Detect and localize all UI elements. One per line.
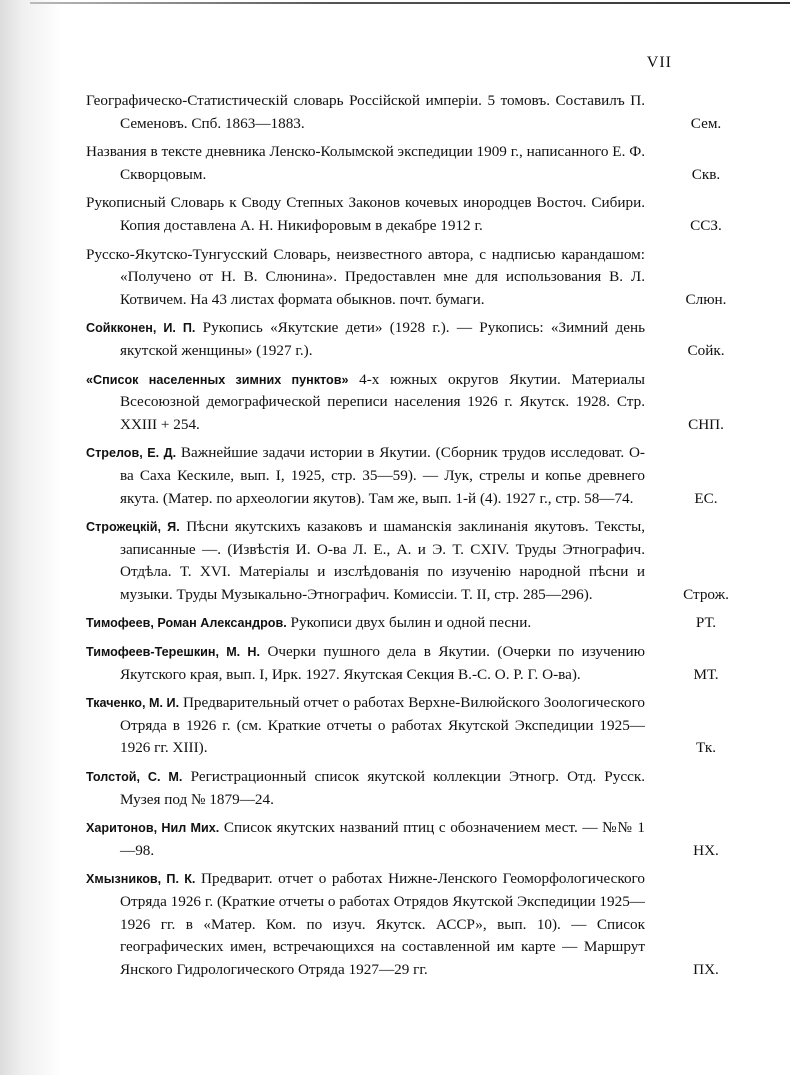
entry-body xyxy=(86,817,645,862)
bibliography-entry xyxy=(86,442,756,510)
entry-abbreviation: Сойк. xyxy=(687,341,725,359)
entry-abbreviation: НХ. xyxy=(693,841,719,859)
entry-abbreviation: Слюн. xyxy=(685,290,727,308)
entry-abbreviation: СНП. xyxy=(688,415,724,433)
entry-abbreviation: МТ. xyxy=(693,665,719,683)
entry-body xyxy=(86,612,645,635)
entry-abbreviation: ЕС. xyxy=(694,489,718,507)
bibliography-entry xyxy=(86,369,756,437)
entry-text: Список якутских названий птиц с обозначением мест. — №№ 1—98. xyxy=(120,819,645,859)
entry-author: Тимофеев, Роман Александров. xyxy=(86,616,287,631)
entry-text: Важнейшие задачи истории в Якутии. (Сборник трудов исследоват. О-ва Саха Кескиле, вып. I, 1925, стр. 35—59). — Лук, стрелы и копье древнего якута. (Матер. по археологии якутов). Там же, вып. 1-й (4). 1927 г., стр. 58—74. xyxy=(120,444,645,507)
entry-body xyxy=(86,766,645,811)
bibliography-entry xyxy=(86,192,756,237)
entry-text: 4-х южных округов Якутии. Материалы Всесоюзной демографической переписи населения 1926 г. Якутск. 1928. Стр. XXIII + 254. xyxy=(120,370,645,433)
entry-text: Русско-Якутско-Тунгусский Словарь, неизвестного автора, с надписью карандашом: «Получено от Н. В. Слюнина». Предоставлен мне для использования В. Л. Котвичем. На 43 листах формата обыкнов. почт. бумаги. xyxy=(86,245,645,308)
entry-body xyxy=(86,692,645,760)
entry-body xyxy=(86,369,645,437)
entry-body xyxy=(86,141,645,186)
entry-body xyxy=(86,868,645,981)
bibliography-entry xyxy=(86,317,756,362)
bibliography-entry xyxy=(86,612,756,635)
entry-text: Пѣсни якутскихъ казаковъ и шаманскія заклинанія якутовъ. Тексты, записанные —. (Извѣстія И. О-ва Л. Е., А. и Э. Т. CXIV. Труды Этнографич. Отдѣла. Т. XVI. Матеріалы и изслѣдованія по изученію народной пѣсни и музыки. Труды Музыкально-Этнографич. Комиссіи. Т. II, стр. 285—296). xyxy=(120,518,645,603)
entry-text: Названия в тексте дневника Ленско-Колымской экспедиции 1909 г., написанного Е. Ф. Скворцовым. xyxy=(86,143,645,183)
entry-body xyxy=(86,90,645,135)
bibliography-entry xyxy=(86,90,756,135)
bibliography-entry xyxy=(86,244,756,312)
entry-text: Предварительный отчет о работах Верхне-Вилюйского Зоологического Отряда в 1926 г. (см. Краткие отчеты о работах Якутской Экспедиции 1925—1926 гг. XIII). xyxy=(120,694,646,757)
entry-text: Географическо-Статистическій словарь Россійской имперіи. 5 томовъ. Составилъ П. Семеновъ. Спб. 1863—1883. xyxy=(86,92,645,132)
entry-body xyxy=(86,317,645,362)
bibliography-entry xyxy=(86,766,756,811)
entry-abbreviation: ССЗ. xyxy=(690,216,722,234)
bibliography-entry xyxy=(86,516,756,606)
entry-body xyxy=(86,516,645,606)
entry-author: Стрелов, Е. Д. xyxy=(86,446,177,461)
entry-body xyxy=(86,641,645,686)
entry-abbreviation: РТ. xyxy=(695,614,717,632)
page-number: VII xyxy=(646,54,672,71)
entry-author: Строжецкій, Я. xyxy=(86,520,180,535)
entry-author: Сойкконен, И. П. xyxy=(86,321,196,336)
entry-abbreviation: Строж. xyxy=(683,585,729,603)
entry-text: Рукопись «Якутские дети» (1928 г.). — Рукопись: «Зимний день якутской женщины» (1927 г.). xyxy=(120,319,646,359)
entry-author: Ткаченко, М. И. xyxy=(86,696,180,711)
page-top-edge xyxy=(30,2,790,4)
entry-abbreviation: Сем. xyxy=(690,114,722,132)
scan-shadow xyxy=(0,0,62,1075)
entry-body xyxy=(86,442,645,510)
bibliography-entry xyxy=(86,641,756,686)
entry-author: Хмызников, П. К. xyxy=(86,872,196,887)
entry-body xyxy=(86,192,645,237)
entry-body xyxy=(86,244,645,312)
entry-author: «Список населенных зимних пунктов» xyxy=(86,372,349,387)
entry-text: Рукописи двух былин и одной песни. xyxy=(290,614,532,632)
entry-text: Предварит. отчет о работах Нижне-Ленского Геоморфологического Отряда 1926 г. (Краткие отчеты о работах Отрядов Якутской Экспедиции 1925—1926 гг. в «Матер. Ком. по изуч. Якутск. АССР», вып. 10). — Список географических имен, встречающихся на составленной им карте — Маршрут Янского Гидрологического Отряда 1927—29 гг. xyxy=(120,870,646,978)
entry-abbreviation: Скв. xyxy=(691,165,721,183)
bibliography-list xyxy=(86,90,756,987)
bibliography-entry xyxy=(86,141,756,186)
entry-text: Очерки пушного дела в Якутии. (Очерки по изучению Якутского края, вып. I, Ирк. 1927. Якутская Секция В.-С. О. Р. Г. О-ва). xyxy=(120,643,645,683)
entry-text: Регистрационный список якутской коллекции Этногр. Отд. Русск. Музея под № 1879—24. xyxy=(120,768,645,808)
entry-abbreviation: Тк. xyxy=(695,739,717,757)
entry-author: Харитонов, Нил Мих. xyxy=(86,821,220,836)
entry-abbreviation: ПХ. xyxy=(693,960,719,978)
bibliography-entry xyxy=(86,817,756,862)
entry-text: Рукописный Словарь к Своду Степных Законов кочевых инородцев Восточ. Сибири. Копия доставлена А. Н. Никифоровым в декабре 1912 г. xyxy=(86,194,645,234)
entry-author: Тимофеев-Терешкин, М. Н. xyxy=(86,645,260,660)
bibliography-entry xyxy=(86,868,756,981)
bibliography-entry xyxy=(86,692,756,760)
entry-author: Толстой, С. М. xyxy=(86,770,183,785)
